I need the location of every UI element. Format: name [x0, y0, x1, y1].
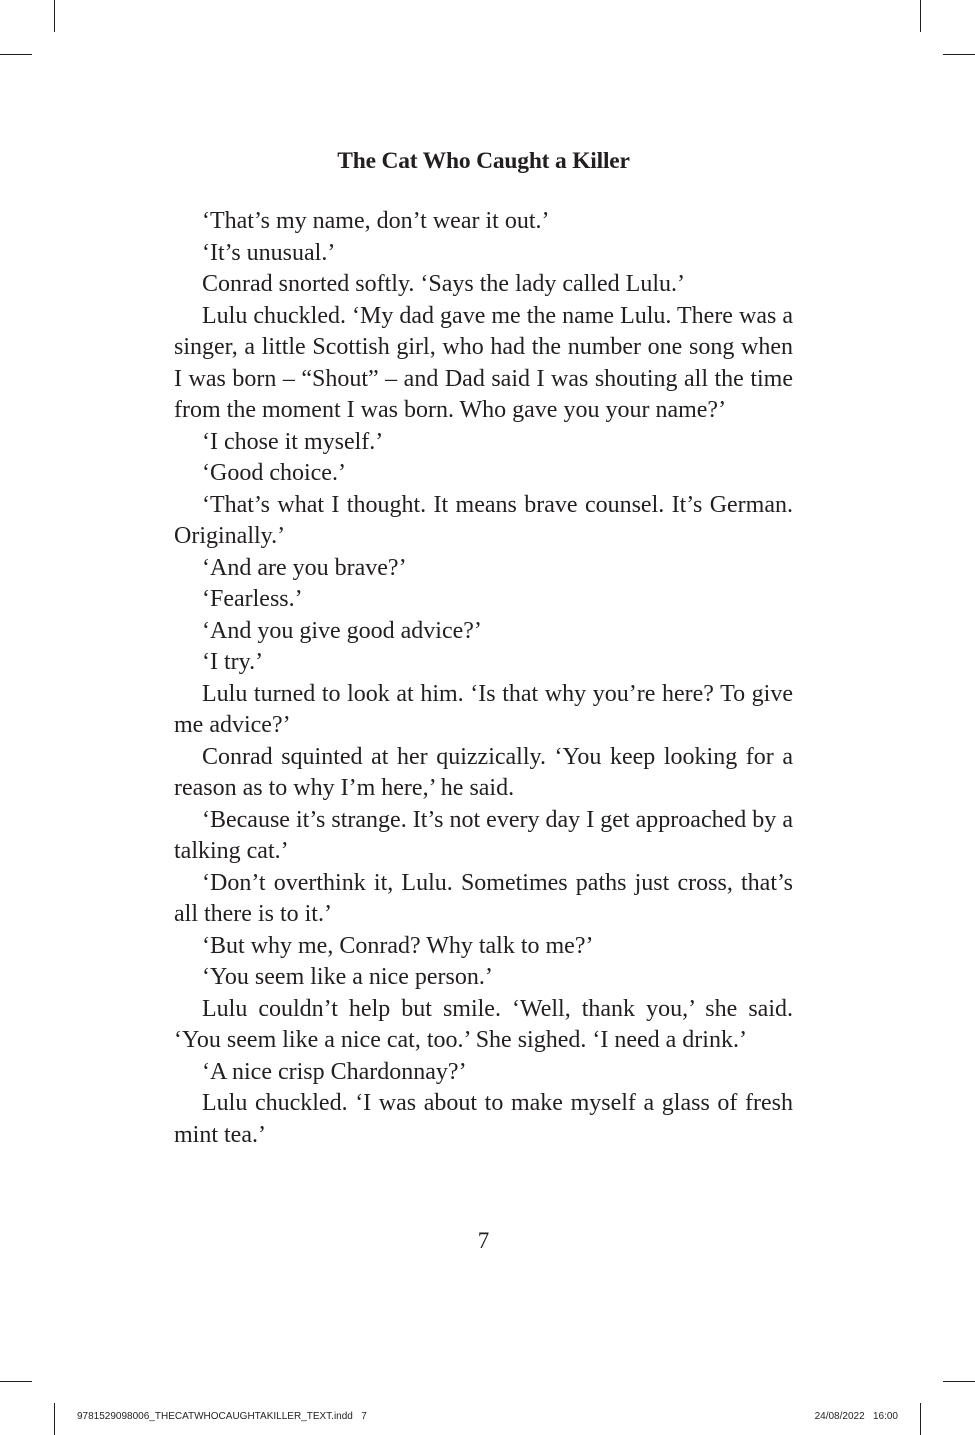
- paragraph: ‘Fearless.’: [202, 586, 303, 612]
- paragraph: Conrad snorted softly. ‘Says the lady called Lulu.’: [202, 271, 685, 297]
- paragraph: Lulu couldn’t help but smile. ‘Well, thank you,’ she said. ‘You seem like a nice cat, too.’ She sighed. ‘I need a drink.’: [174, 995, 793, 1053]
- page-number: 7: [477, 1228, 490, 1253]
- running-head: The Cat Who Caught a Killer: [337, 148, 630, 174]
- paragraph: ‘Don’t overthink it, Lulu. Sometimes paths just cross, that’s all there is to it.’: [174, 869, 793, 927]
- paragraph: ‘And you give good advice?’: [202, 617, 482, 644]
- paragraph: ‘But why me, Conrad? Why talk to me?’: [202, 932, 594, 959]
- crop-mark-bottom-right: [920, 1403, 921, 1435]
- paragraph: ‘It’s unusual.’: [202, 239, 336, 266]
- crop-mark-bottom-left: [54, 1403, 55, 1435]
- paragraph: ‘That’s my name, don’t wear it out.’: [202, 208, 550, 234]
- paragraph: Lulu chuckled. ‘My dad gave me the name Lulu. There was a singer, a little Scottish girl, who had the number one song when I was born – “Shout” – and Dad said I was shouting all the time from the moment I was born. Who gave you your name?’: [174, 302, 793, 423]
- paragraph: ‘I try.’: [202, 649, 264, 675]
- paragraph: ‘Because it’s strange. It’s not every day I get approached by a talking cat.’: [174, 806, 793, 864]
- crop-mark-bottom-right-h: [943, 1381, 975, 1382]
- slug-timestamp: 24/08/2022 16:00: [814, 1411, 898, 1422]
- body-text: [174, 206, 793, 1151]
- paragraph: Conrad squinted at her quizzically. ‘You keep looking for a reason as to why I’m here,’ he said.: [174, 743, 793, 801]
- paragraph: Lulu chuckled. ‘I was about to make myself a glass of fresh mint tea.’: [174, 1090, 793, 1148]
- slug-filename: 9781529098006_THECATWHOCAUGHTAKILLER_TEXT.indd 7: [77, 1411, 367, 1422]
- crop-mark-top-left: [54, 0, 55, 32]
- crop-mark-top-left-h: [0, 54, 32, 55]
- paragraph: ‘Good choice.’: [202, 460, 346, 486]
- paragraph: ‘That’s what I thought. It means brave counsel. It’s German. Originally.’: [174, 491, 793, 549]
- paragraph: Lulu turned to look at him. ‘Is that why you’re here? To give me advice?’: [174, 680, 793, 738]
- paragraph: ‘I chose it myself.’: [202, 428, 384, 455]
- paragraph: ‘And are you brave?’: [202, 554, 407, 581]
- paragraph: ‘A nice crisp Chardonnay?’: [202, 1058, 467, 1085]
- paragraph: ‘You seem like a nice person.’: [202, 964, 493, 990]
- crop-mark-bottom-left-h: [0, 1381, 32, 1382]
- crop-mark-top-right-h: [943, 54, 975, 55]
- crop-mark-top-right: [920, 0, 921, 32]
